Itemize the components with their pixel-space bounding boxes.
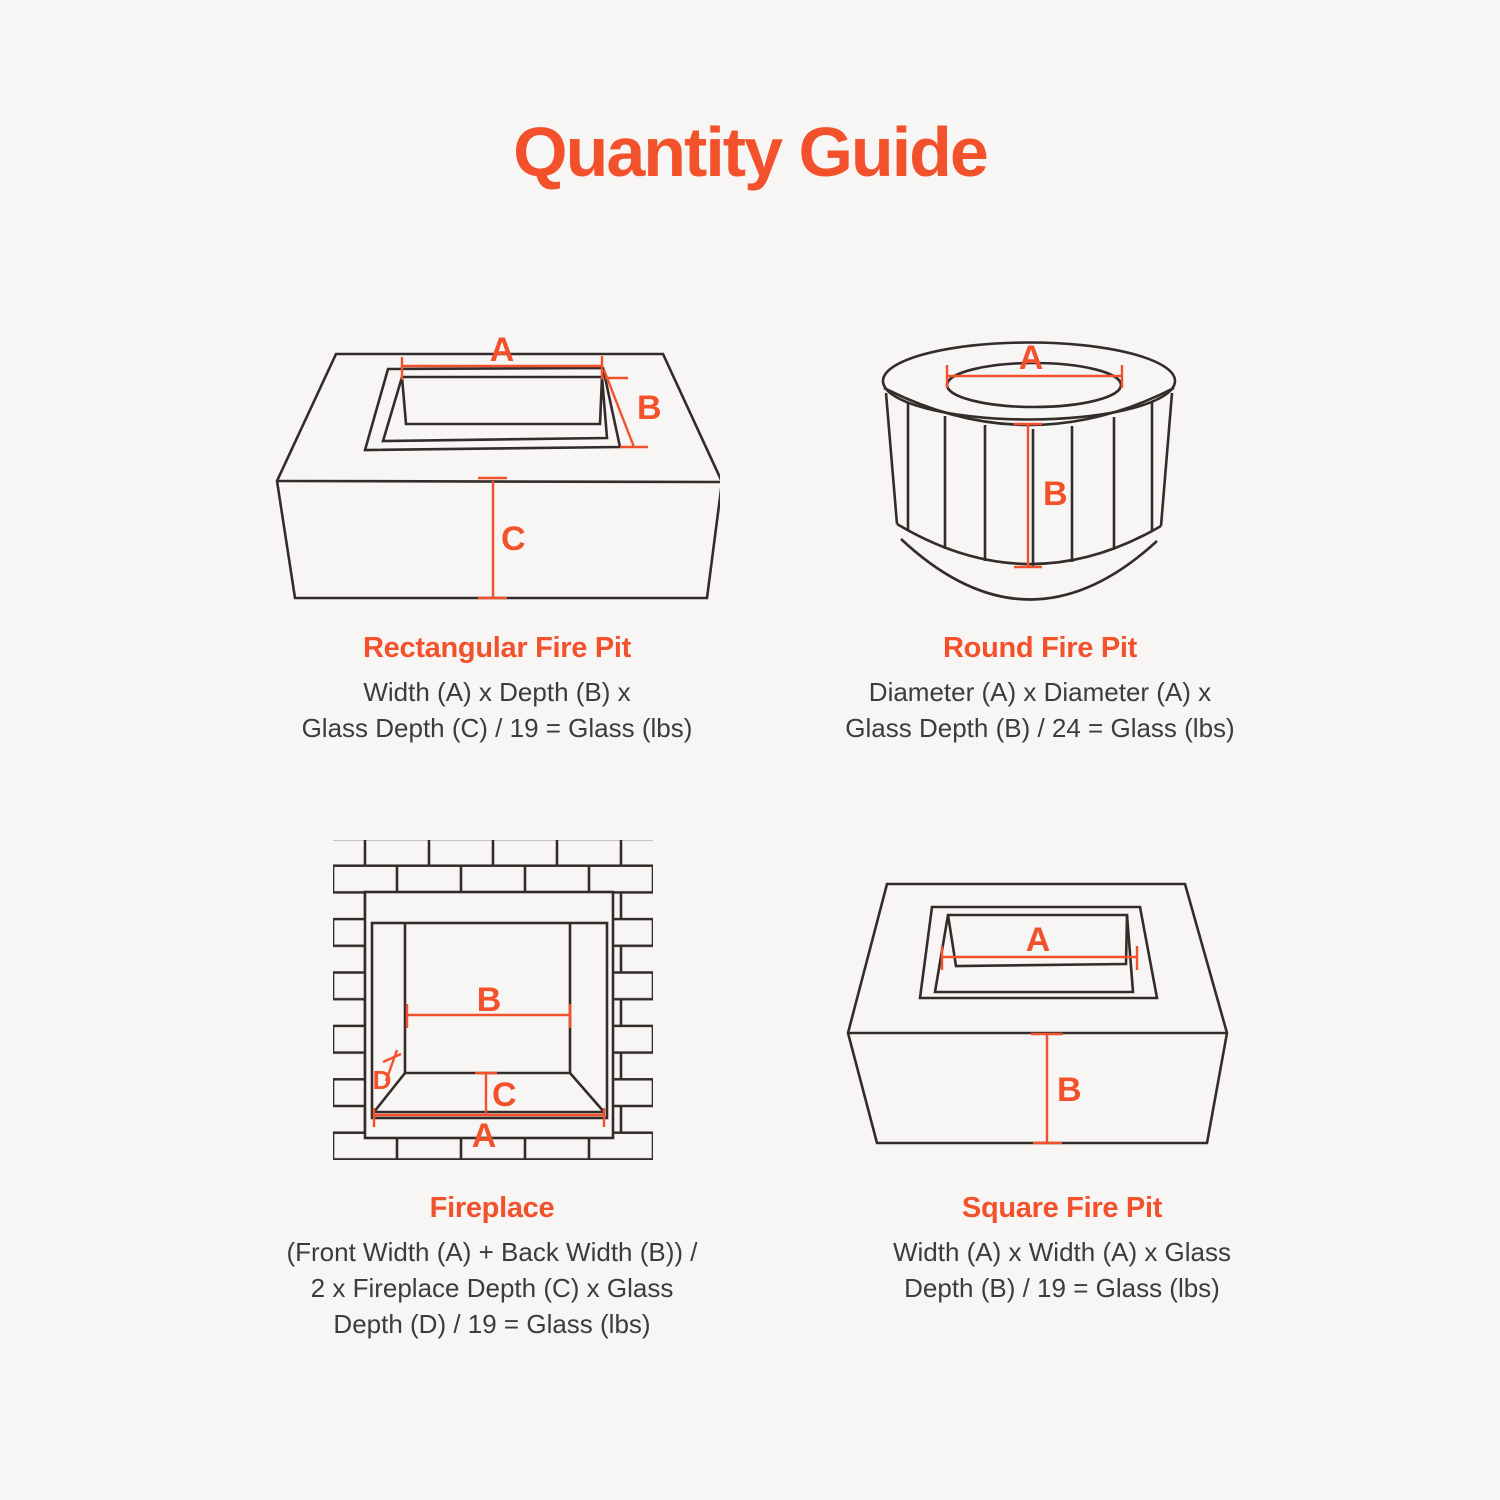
formula-line: Width (A) x Width (A) x Glass <box>892 1237 1232 1267</box>
dimension-label-d: D <box>372 1065 392 1095</box>
dimension-label-c: C <box>501 520 526 558</box>
dimension-label-b: B <box>637 389 662 427</box>
dimension-label-b: B <box>1057 1071 1082 1109</box>
formula <box>762 1234 1362 1306</box>
formula-line: Depth (D) / 19 = Glass (lbs) <box>333 1309 651 1339</box>
formula <box>192 1234 792 1342</box>
formula <box>740 674 1340 746</box>
section-title: Fireplace <box>429 1192 555 1224</box>
square-fire-pit-diagram <box>835 870 1240 1155</box>
dimension-b <box>1014 424 1068 567</box>
dimension-label-c: C <box>492 1076 517 1114</box>
dimension-label-a: A <box>471 1117 497 1155</box>
page-title: Quantity Guide <box>513 112 987 191</box>
section-title: Round Fire Pit <box>943 632 1137 664</box>
dimension-label-b: B <box>1043 475 1068 513</box>
fireplace-diagram <box>325 835 665 1165</box>
round-fire-pit-diagram <box>865 338 1195 606</box>
formula-line: 2 x Fireplace Depth (C) x Glass <box>310 1273 674 1303</box>
dimension-a <box>942 921 1137 970</box>
section-title: Rectangular Fire Pit <box>363 632 631 664</box>
formula-line: Width (A) x Depth (B) x <box>363 677 631 707</box>
section-title: Square Fire Pit <box>961 1192 1163 1224</box>
formula-line: Glass Depth (C) / 19 = Glass (lbs) <box>301 713 693 743</box>
formula-line: Diameter (A) x Diameter (A) x <box>868 677 1212 707</box>
dimension-b <box>1031 1034 1082 1143</box>
rectangular-fire-pit-diagram <box>250 330 720 605</box>
formula-line: (Front Width (A) + Back Width (B)) / <box>286 1237 698 1267</box>
dimension-label-a: A <box>1025 921 1051 959</box>
barrel-slats <box>908 402 1152 566</box>
dimension-label-b: B <box>476 981 502 1019</box>
formula-line: Depth (B) / 19 = Glass (lbs) <box>904 1273 1220 1303</box>
dimension-label-a: A <box>1018 339 1044 377</box>
formula <box>197 674 797 746</box>
formula-line: Glass Depth (B) / 24 = Glass (lbs) <box>845 713 1235 743</box>
dimension-a <box>402 331 602 380</box>
dimension-label-a: A <box>489 331 515 369</box>
dimension-c <box>478 478 526 598</box>
